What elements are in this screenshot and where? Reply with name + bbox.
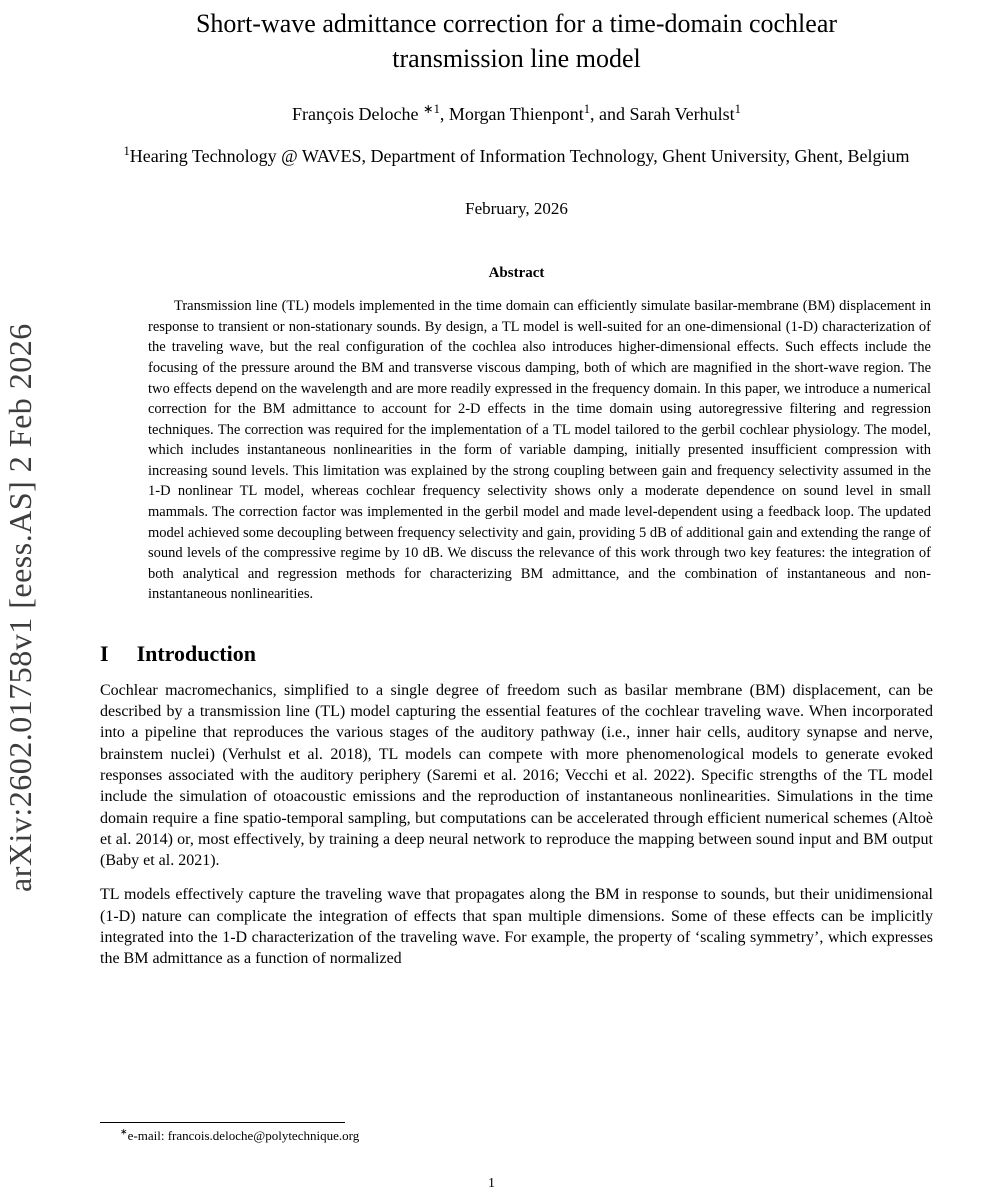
paper-content bbox=[100, 0, 933, 969]
paper-date: February, 2026 bbox=[465, 199, 568, 219]
author-1: François Deloche $^{∗1}$, bbox=[292, 102, 449, 125]
page-number: 1 bbox=[488, 1176, 495, 1191]
abstract-text: Transmission line (TL) models implemented in the time domain can efficiently simulate basilar-membrane (BM) displacement in response to transient or non-stationary sounds. By design, a TL model is well-suited for an one-dimensional (1-D) characterization of the traveling wave, but the real configuration of the cochlea also introduces higher-dimensional effects. Such effects include the focusing of the pressure around the BM and transverse viscous damping, both of which are magnified in the short-wave region. The two effects depend on the wavelength and are more readily expressed in the frequency domain. In this paper, we introduce a numerical correction for the BM admittance to account for 2-D effects in the time domain using autoregressive filtering and regression techniques. The correction was required for the implementation of a TL model tailored to the gerbil cochlear physiology. The model, which includes instantaneous nonlinearities in the form of variable damping, initially presented insufficient compression with increasing sound levels. This limitation was explained by the strong coupling between gain and frequency selectivity assumed in the 1-D nonlinear TL model, whereas cochlear frequency selectivity shows only a moderate dependence on sound level in small mammals. The correction factor was implemented in the gerbil model and made level-dependent using a feedback loop. The updated model achieved some decoupling between frequency selectivity and gain, providing 5 dB of additional gain and extending the range of sound levels of the compressive regime by 10 dB. We discuss the relevance of this work through two key features: the integration of both analytical and regression methods for characterizing BM admittance, and the combination of instantaneous and non-instantaneous nonlinearities. bbox=[148, 298, 931, 603]
author-3: Sarah Verhulst$^1$ bbox=[629, 102, 741, 125]
footnote-block bbox=[100, 1122, 933, 1144]
section-title: Introduction bbox=[136, 640, 256, 666]
affiliation-superscript: 1 bbox=[123, 144, 130, 159]
author-2-superscript: 1 bbox=[583, 102, 590, 117]
author-1-superscript: ∗1 bbox=[423, 102, 440, 117]
arxiv-sidebar-stamp: arXiv:2602.01758v1 [eess.AS] 2 Feb 2026 bbox=[2, 323, 38, 892]
author-separator-1: , bbox=[439, 104, 449, 125]
abstract-heading: Abstract bbox=[488, 265, 545, 282]
intro-paragraph-1: Cochlear macromechanics, simplified to a single degree of freedom such as basilar membrane (BM) displacement, can be described by a transmission line (TL) model capturing the essential features of the cochlear traveling wave. When incorporated into a pipeline that reproduces the various stages of the auditory pathway (i.e., inner hair cells, auditory synapse and nerve, brainstem nuclei) (Verhulst et al. 2018), TL models can compete with more phenomenological models to generate evoked responses associated with the auditory periphery (Saremi et al. 2016; Vecchi et al. 2022). Specific strengths of the TL model include the simulation of otoacoustic emissions and the reproduction of instantaneous nonlinearities. Simulations in the time domain require a fine spatio-temporal sampling, but computations can be accelerated through efficient numerical schemes (Altoè et al. 2014) or, most effectively, by training a deep neural network to reproduce the mapping between sound input and BM output (Baby et al. 2021). bbox=[100, 681, 933, 870]
footnote-rule bbox=[100, 1122, 345, 1123]
affiliation-text: Hearing Technology @ WAVES, Department of Information Technology, Ghent University, Ghent, Belgium bbox=[129, 146, 910, 167]
paper-title: Short-wave admittance correction for a time-domain cochlear transmission line model bbox=[195, 9, 838, 74]
author-3-superscript: 1 bbox=[734, 102, 741, 117]
section-number: I bbox=[100, 640, 109, 666]
intro-paragraph-2: TL models effectively capture the traveling wave that propagates along the BM in response to sounds, but their unidimensional (1-D) nature can complicate the integration of effects that span multiple dimensions. Some of these effects can be implicitly integrated into the 1-D characterization of the traveling wave. For example, the property of ‘scaling symmetry’, which expresses the BM admittance as a function of normalized bbox=[100, 886, 933, 968]
footnote-marker: ∗ bbox=[120, 1126, 128, 1137]
footnote-text: e-mail: francois.deloche@polytechnique.org bbox=[127, 1128, 360, 1143]
section-heading-introduction bbox=[100, 641, 933, 667]
affiliation-line bbox=[100, 143, 933, 169]
author-line bbox=[100, 104, 933, 125]
author-separator-2: , and bbox=[590, 104, 630, 125]
email-footnote bbox=[100, 1128, 933, 1144]
author-2: Morgan Thienpont$^1$, and bbox=[448, 102, 630, 125]
